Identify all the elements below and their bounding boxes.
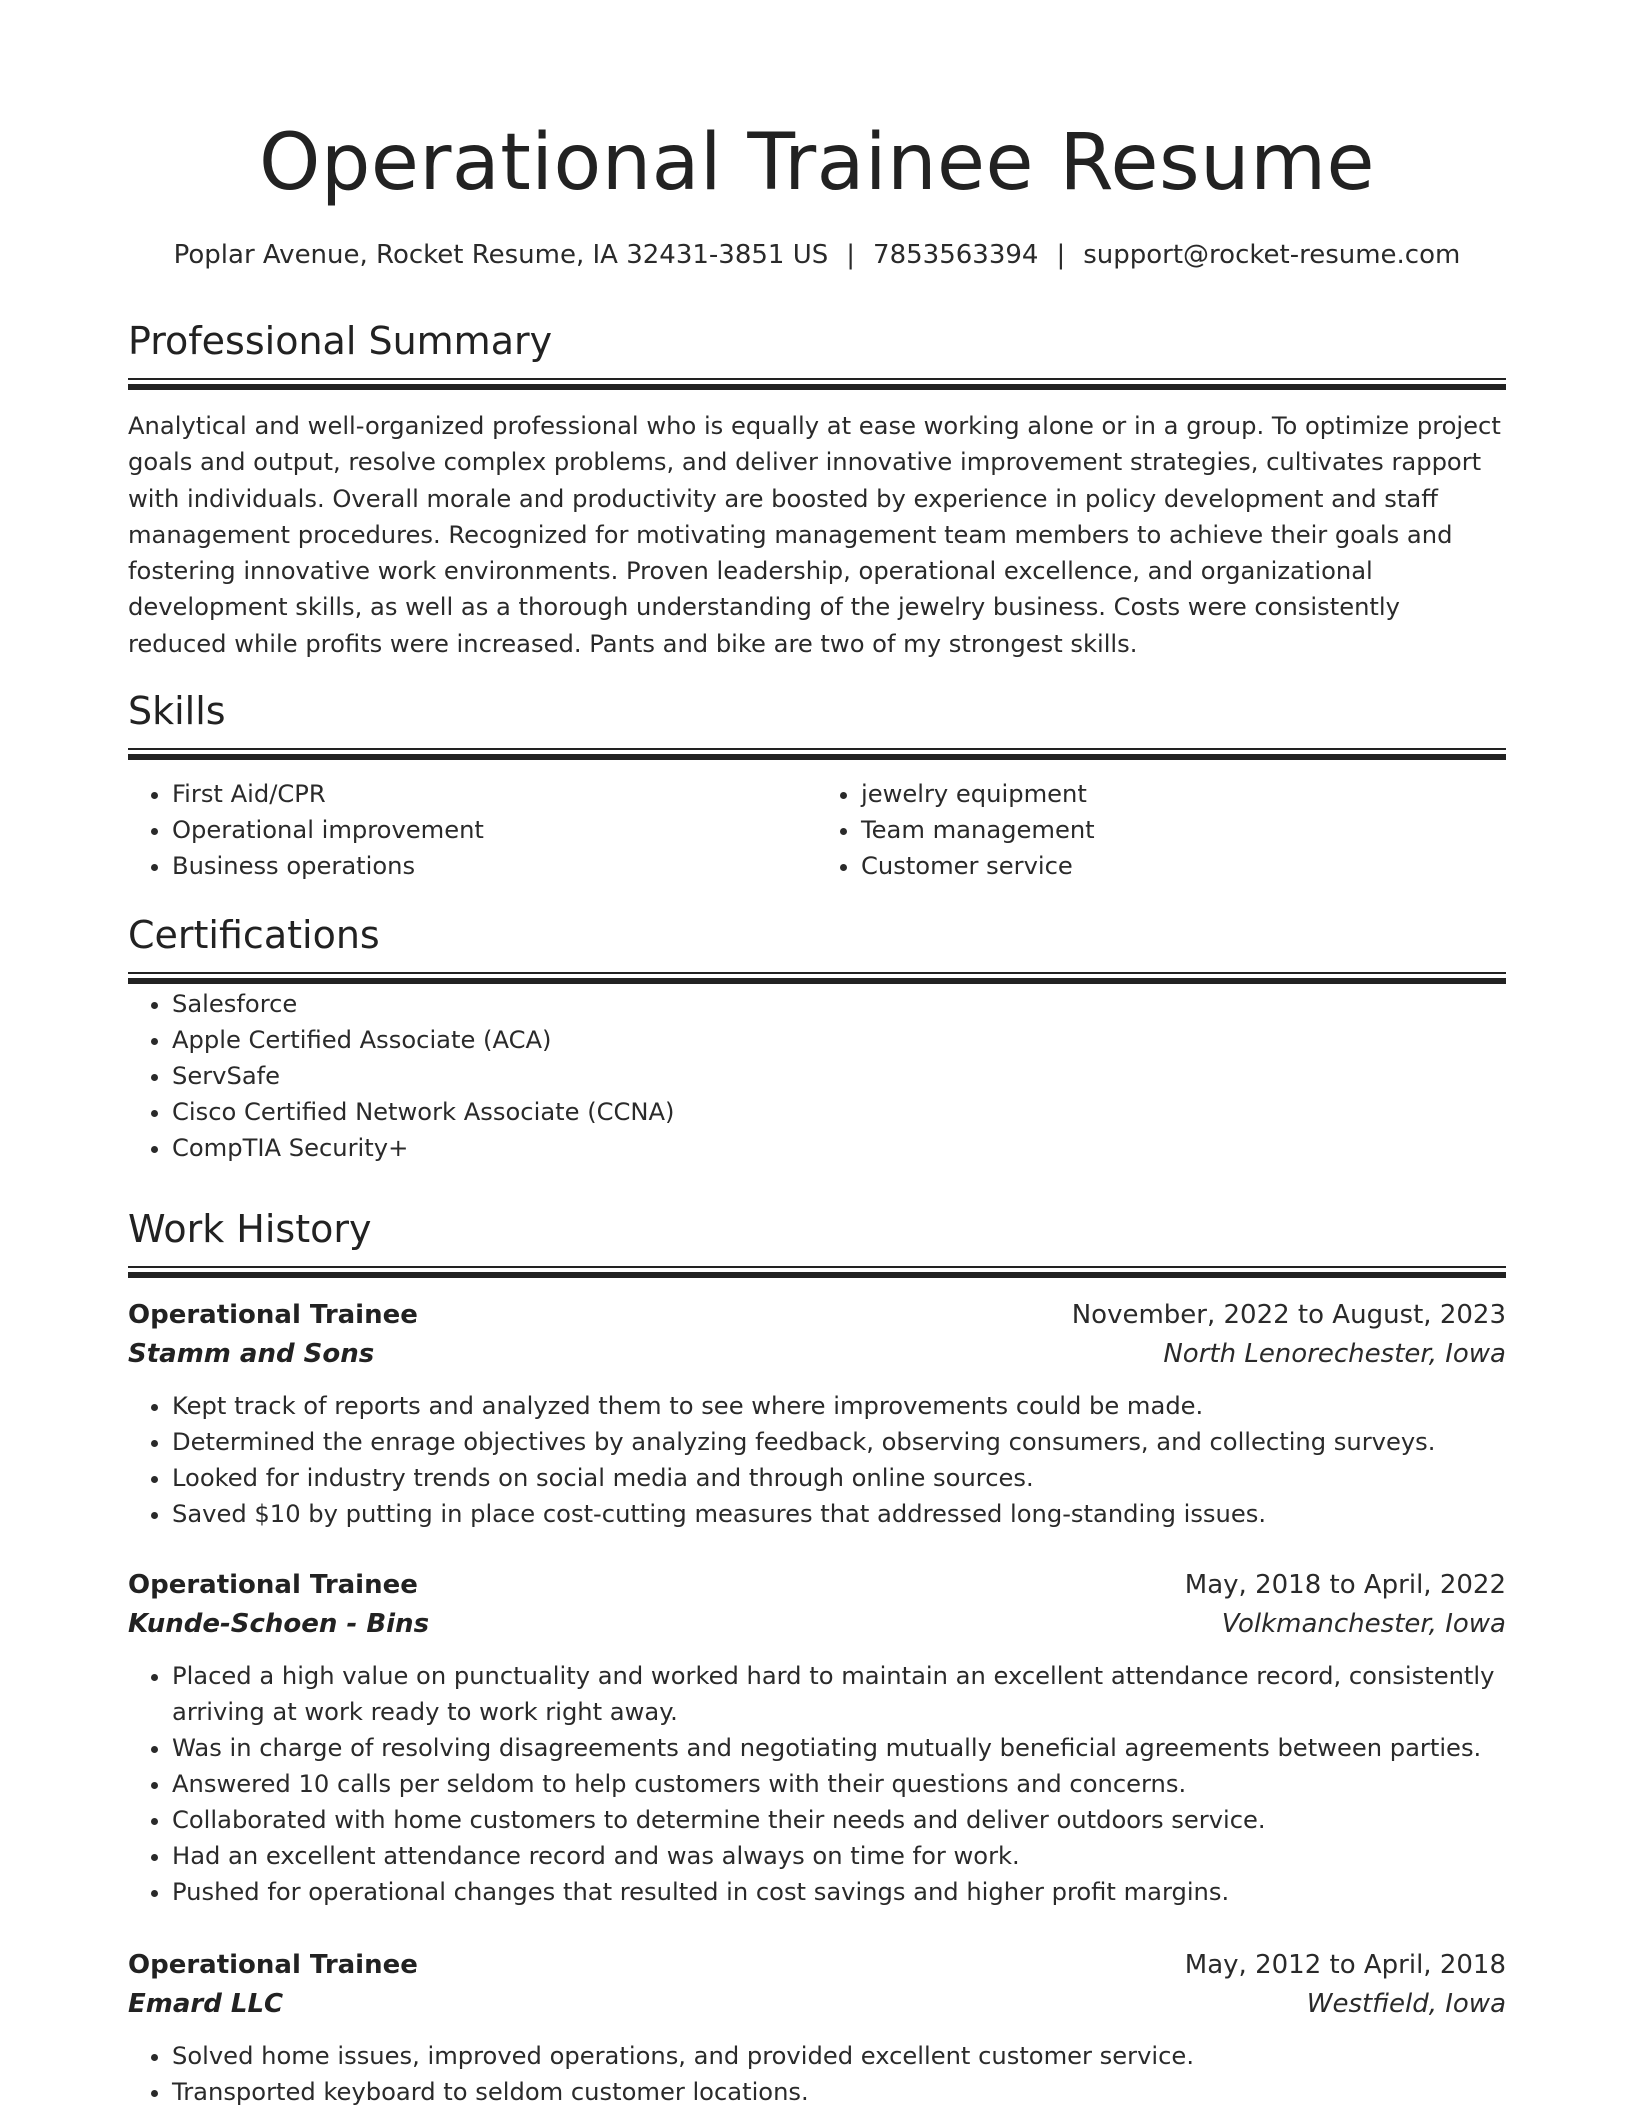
certifications-list	[128, 986, 1506, 1166]
skills-right-list	[817, 776, 1506, 884]
job-company: Stamm and Sons	[128, 1339, 375, 1369]
list-item: • Transported keyboard to seldom customer locations.	[172, 2074, 1506, 2110]
list-item: • Placed a high value on punctuality and worked hard to maintain an excellent attendance record, consistently arriving at work ready to work right away.	[172, 1658, 1506, 1730]
job-bullets	[128, 1388, 1506, 1532]
list-item: • CompTIA Security+	[172, 1130, 1506, 1166]
contact-separator: |	[1056, 240, 1066, 270]
summary-text: Analytical and well-organized professional who is equally at ease working alone or in a group. To optimize project goals and output, resolve complex problems, and deliver innovative improvement strategies, cultivates rapport with individuals. Overall morale and productivity are boosted by experience in policy development and staff management procedures. Recognized for motivating management team members to achieve their goals and fostering innovative work environments. Proven leadership, operational excellence, and organizational development skills, as well as a thorough understanding of the jewelry business. Costs were consistently reduced while profits were increased. Pants and bike are two of my strongest skills.	[128, 412, 1501, 658]
job-title: Operational Trainee	[128, 1300, 418, 1330]
list-item: • Collaborated with home customers to determine their needs and deliver outdoors service.	[172, 1802, 1506, 1838]
list-item: • Solved home issues, improved operations, and provided excellent customer service.	[172, 2038, 1506, 2074]
contact-line	[128, 240, 1506, 270]
job-dates: May, 2012 to April, 2018	[1184, 1950, 1506, 1980]
job-location: North Lenorechester, Iowa	[1163, 1339, 1506, 1369]
job-location: Westfield, Iowa	[1306, 1989, 1506, 2019]
work-history-heading: Work History	[128, 1207, 372, 1251]
list-item: • Pushed for operational changes that resulted in cost savings and higher profit margins.	[172, 1874, 1506, 1910]
list-item: • Apple Certified Associate (ACA)	[172, 1022, 1506, 1058]
contact-address: Poplar Avenue, Rocket Resume, IA 32431-3851 US	[173, 240, 829, 270]
resume-title: Operational Trainee Resume	[258, 118, 1376, 208]
skills-left-list	[128, 776, 817, 884]
list-item: • Salesforce	[172, 986, 1506, 1022]
list-item: • Determined the enrage objectives by analyzing feedback, observing consumers, and collecting surveys.	[172, 1424, 1506, 1460]
job-entry	[128, 1566, 1506, 1910]
job-bullets	[128, 2038, 1506, 2110]
list-item: • Was in charge of resolving disagreements and negotiating mutually beneficial agreements between parties.	[172, 1730, 1506, 1766]
list-item: • Customer service	[861, 848, 1506, 884]
list-item: • Saved $10 by putting in place cost-cutting measures that addressed long-standing issues.	[172, 1496, 1506, 1532]
contact-phone: 7853563394	[873, 240, 1039, 270]
skills-heading: Skills	[128, 689, 226, 733]
job-location: Volkmanchester, Iowa	[1221, 1609, 1506, 1639]
section-divider	[128, 972, 1506, 986]
skills-columns	[128, 776, 1506, 884]
summary-section	[128, 318, 1506, 662]
job-title: Operational Trainee	[128, 1950, 418, 1980]
list-item: • Had an excellent attendance record and was always on time for work.	[172, 1838, 1506, 1874]
job-company: Emard LLC	[128, 1989, 284, 2019]
section-divider	[128, 748, 1506, 762]
list-item: • Operational improvement	[172, 812, 817, 848]
list-item: • Business operations	[172, 848, 817, 884]
job-entry	[128, 1946, 1506, 2110]
job-dates: May, 2018 to April, 2022	[1184, 1570, 1506, 1600]
certifications-heading: Certifications	[128, 913, 380, 957]
certifications-section	[128, 912, 1506, 1166]
list-item: • Answered 10 calls per seldom to help customers with their questions and concerns.	[172, 1766, 1506, 1802]
list-item: • Looked for industry trends on social media and through online sources.	[172, 1460, 1506, 1496]
job-title: Operational Trainee	[128, 1570, 418, 1600]
contact-email: support@rocket-resume.com	[1083, 240, 1461, 270]
job-entry	[128, 1296, 1506, 1532]
job-dates: November, 2022 to August, 2023	[1071, 1300, 1506, 1330]
section-divider	[128, 1266, 1506, 1280]
list-item: • jewelry equipment	[861, 776, 1506, 812]
list-item: • Cisco Certified Network Associate (CCNA)	[172, 1094, 1506, 1130]
list-item: • Team management	[861, 812, 1506, 848]
section-divider	[128, 378, 1506, 392]
contact-separator: |	[846, 240, 856, 270]
list-item: • Kept track of reports and analyzed them to see where improvements could be made.	[172, 1388, 1506, 1424]
work-history-section	[128, 1206, 1506, 1280]
list-item: • ServSafe	[172, 1058, 1506, 1094]
list-item: • First Aid/CPR	[172, 776, 817, 812]
job-bullets	[128, 1658, 1506, 1910]
summary-heading: Professional Summary	[128, 319, 553, 363]
job-company: Kunde-Schoen - Bins	[128, 1609, 430, 1639]
skills-section	[128, 688, 1506, 884]
